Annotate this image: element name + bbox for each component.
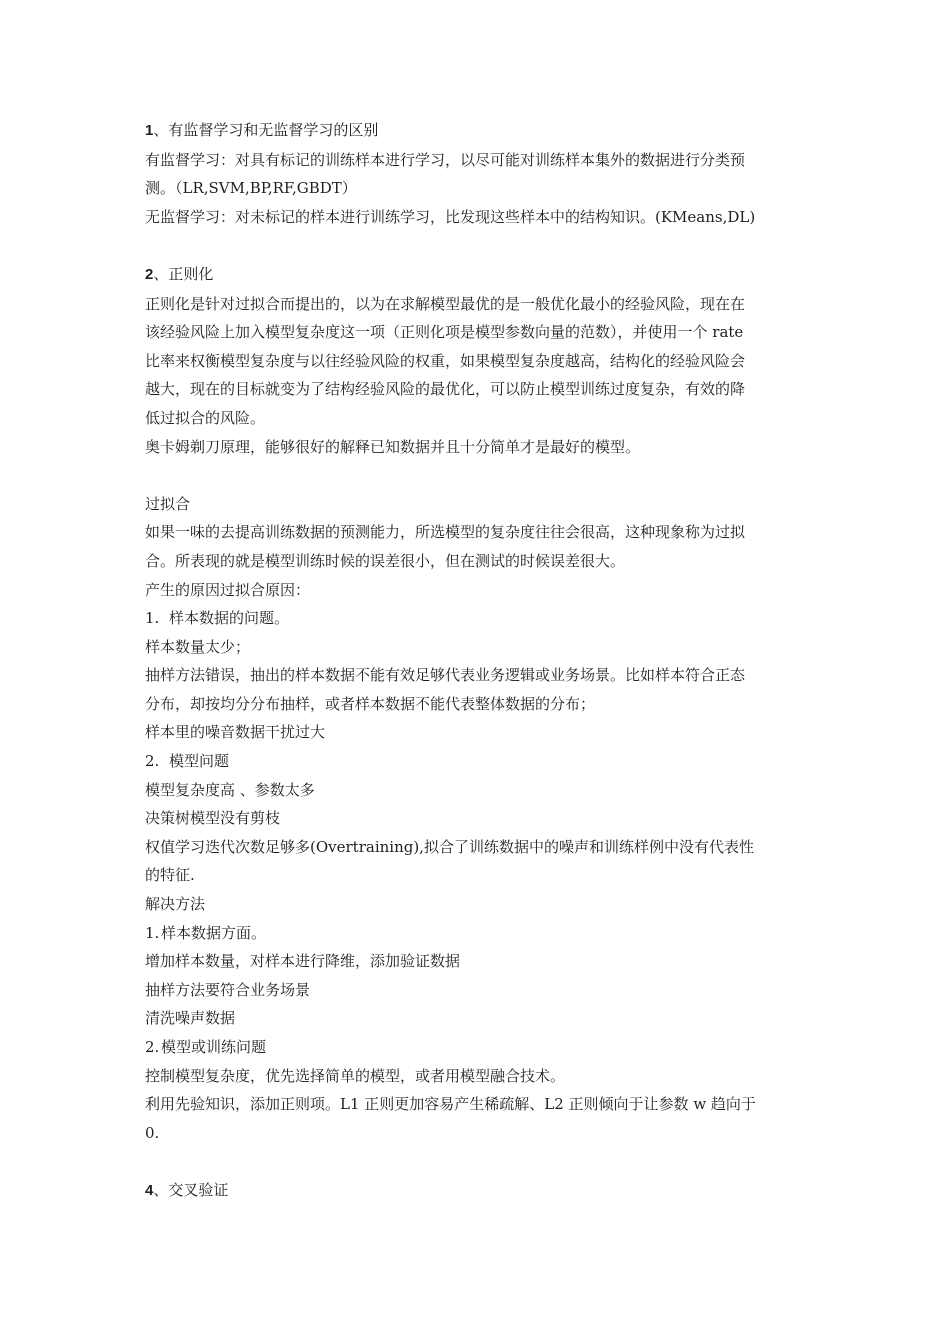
- section-2-heading: [145, 260, 810, 290]
- paragraph-line: 0.: [145, 1123, 160, 1142]
- paragraph-line: 正则化是针对过拟合而提出的，以为在求解模型最优的是一般优化最小的经验风险，现在在: [145, 294, 746, 313]
- section-4-title: 、交叉验证: [153, 1180, 229, 1199]
- section-4-heading: [145, 1176, 810, 1206]
- paragraph-line: 分布，却按均分分布抽样，或者样本数据不能代表整体数据的分布；: [145, 694, 596, 713]
- paragraph-line: 测。（LR,SVM,BP,RF,GBDT）: [145, 179, 357, 198]
- solution-2-item: [145, 1033, 810, 1062]
- cause-1-item: [145, 604, 810, 633]
- paragraph-line: 产生的原因过拟合原因：: [145, 580, 311, 599]
- cause-1-title: 样本数据的问题。: [169, 609, 290, 628]
- cause-2-title: 模型问题: [169, 752, 230, 771]
- solution-1-number: 1.: [145, 923, 160, 942]
- solution-1-title: 样本数据方面。: [161, 923, 267, 942]
- section-4-number: 4: [145, 1181, 154, 1199]
- paragraph-line: 抽样方法错误，抽出的样本数据不能有效足够代表业务逻辑或业务场景。比如样本符合正态: [145, 666, 746, 685]
- paragraph-line: 奥卡姆剃刀原理，能够很好的解释已知数据并且十分简单才是最好的模型。: [145, 437, 641, 456]
- section-1-number: 1: [145, 122, 154, 139]
- paragraph-line: 抽样方法要符合业务场景: [145, 980, 311, 999]
- paragraph-line: 如果一味的去提高训练数据的预测能力，所选模型的复杂度往往会很高，这种现象称为过拟: [145, 523, 746, 542]
- paragraph-line: 权值学习迭代次数足够多(Overtraining),拟合了训练数据中的噪声和训练样例中没有代表性: [145, 837, 754, 856]
- paragraph-line: 样本里的噪音数据干扰过大: [145, 723, 326, 742]
- paragraph-line: 比率来权衡模型复杂度与以往经验风险的权重，如果模型复杂度越高，结构化的经验风险会: [145, 351, 746, 370]
- paragraph-line: 低过拟合的风险。: [145, 408, 266, 427]
- paragraph-line: 越大，现在的目标就变为了结构经验风险的最优化，可以防止模型训练过度复杂，有效的降: [145, 380, 746, 399]
- cause-2-item: [145, 747, 810, 776]
- paragraph-line: 控制模型复杂度，优先选择简单的模型，或者用模型融合技术。: [145, 1066, 566, 1085]
- paragraph-line: 利用先验知识，添加正则项。L1 正则更加容易产生稀疏解、L2 正则倾向于让参数 w 趋向于: [145, 1095, 756, 1114]
- solution-title: 解决方法: [145, 895, 206, 914]
- paragraph-line: 模型复杂度高 、参数太多: [145, 780, 315, 799]
- blank-line: [145, 461, 810, 490]
- paragraph-line: 合。所表现的就是模型训练时候的误差很小，但在测试的时候误差很大。: [145, 551, 626, 570]
- section-1-title: 、有监督学习和无监督学习的区别: [153, 121, 379, 139]
- blank-line: [145, 1147, 810, 1176]
- paragraph-line: 有监督学习：对具有标记的训练样本进行学习，以尽可能对训练样本集外的数据进行分类预: [145, 150, 746, 169]
- solution-1-item: [145, 919, 810, 948]
- section-2-title: 、正则化: [153, 264, 214, 283]
- document-page: [145, 116, 810, 1206]
- solution-2-number: 2.: [145, 1038, 160, 1056]
- paragraph-line: 的特征.: [145, 866, 195, 885]
- paragraph-line: 清洗噪声数据: [145, 1009, 236, 1028]
- paragraph-line: 该经验风险上加入模型复杂度这一项（正则化项是模型参数向量的范数），并使用一个 rate: [145, 323, 744, 342]
- cause-2-number: 2.: [145, 752, 160, 771]
- section-2-number: 2: [145, 265, 154, 283]
- section-1-heading: [145, 116, 810, 146]
- paragraph-line: 决策树模型没有剪枝: [145, 809, 281, 828]
- paragraph-line: 无监督学习：对未标记的样本进行训练学习，比发现这些样本中的结构知识。(KMeans,DL): [145, 207, 756, 226]
- solution-2-title: 模型或训练问题: [161, 1038, 267, 1056]
- blank-line: [145, 231, 810, 260]
- paragraph-line: 增加样本数量，对样本进行降维，添加验证数据: [145, 952, 461, 971]
- section-3-title: 过拟合: [145, 494, 191, 513]
- cause-1-number: 1.: [145, 609, 160, 628]
- paragraph-line: 样本数量太少；: [145, 637, 251, 656]
